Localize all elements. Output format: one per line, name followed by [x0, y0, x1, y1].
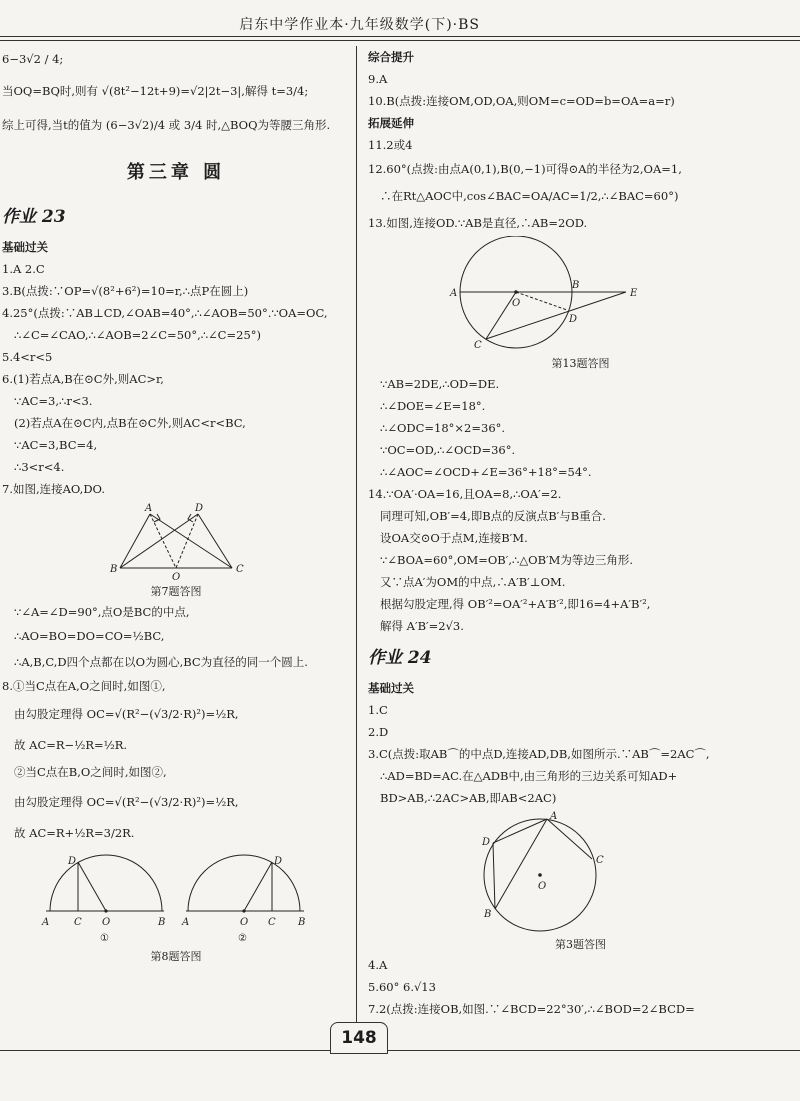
homework-title: 作业 23 — [2, 207, 66, 227]
figure-caption: 第8题答图 — [150, 950, 202, 963]
answer-line: 当OQ=BQ时,则有 √(8t²−12t+9)=√2|2t−3|,解得 t=3/4; — [2, 84, 309, 98]
answer-line: 12.60°(点拨:由点A(0,1),B(0,−1)可得⊙A的半径为2,OA=1, — [368, 162, 682, 176]
label-O: O — [172, 572, 181, 580]
answer-line: 10.B(点拨:连接OM,OD,OA,则OM=c=OD=b=OA=a=r) — [368, 94, 675, 108]
answer-line: ∴∠DOE=∠E=18°. — [380, 399, 486, 413]
figure-3 — [368, 809, 793, 954]
header-rule-thin — [0, 40, 800, 41]
figure-caption: 第3题答图 — [555, 938, 606, 951]
section-heading: 基础过关 — [2, 240, 48, 254]
label-D: D — [482, 837, 491, 848]
label-D: D — [569, 314, 578, 325]
answer-line: 5.4<r<5 — [2, 350, 53, 364]
answer-line: 3.C(点拨:取AB⌒的中点D,连接AD,DB,如图所示.∵AB⌒=2AC⌒, — [368, 747, 710, 761]
answer-line: 2.D — [368, 725, 389, 739]
column-divider — [356, 46, 357, 1046]
label-D: D — [274, 856, 283, 867]
answer-line: ∴AD=BD=AC.在△ADB中,由三角形的三边关系可知AD+ — [380, 769, 678, 783]
label-C: C — [74, 917, 82, 928]
answer-line: 根据勾股定理,得 OB′²=OA′²+A′B′²,即16=4+A′B′², — [380, 597, 651, 611]
answer-line: 8.①当C点在A,O之间时,如图①, — [2, 679, 166, 693]
label-E: E — [630, 288, 638, 299]
book-title: 启东中学作业本·九年级数学(下)·BS — [239, 17, 480, 33]
answer-line: 5.60° 6.√13 — [368, 980, 436, 994]
answer-line: 解得 A′B′=2√3. — [380, 619, 464, 633]
figure-13 — [368, 236, 793, 373]
answer-line: 7.如图,连接AO,DO. — [2, 482, 105, 496]
page-footer — [0, 1022, 800, 1062]
answer-line: 14.∵OA′·OA=16,且OA=8,∴OA′=2. — [368, 487, 562, 501]
left-column — [2, 46, 350, 966]
subfigure-label: ② — [238, 933, 247, 944]
figure-7 — [2, 500, 350, 601]
figure-13-diagram — [368, 236, 793, 352]
label-A: A — [182, 917, 190, 928]
answer-line: ②当C点在B,O之间时,如图②, — [14, 765, 167, 779]
subfigure-label: ① — [100, 933, 109, 944]
header-rule — [0, 36, 800, 37]
answer-line: BD>AB,∴2AC>AB,即AB<2AC) — [380, 791, 557, 805]
page-header — [0, 0, 800, 42]
label-A: A — [145, 503, 153, 514]
label-O: O — [240, 917, 249, 928]
answer-line: 4.A — [368, 958, 388, 972]
answer-line: 3.B(点拨:∵OP=√(8²+6²)=10=r,∴点P在圆上) — [2, 284, 249, 298]
answer-line: 故 AC=R−½R=½R. — [14, 738, 128, 752]
answer-line: 1.A 2.C — [2, 262, 45, 276]
section-heading: 拓展延伸 — [368, 116, 414, 130]
label-B: B — [158, 917, 166, 928]
answer-line: ∵AB=2DE,∴OD=DE. — [380, 377, 500, 391]
answer-line: 又∵点A′为OM的中点,∴A′B′⊥OM. — [380, 575, 566, 589]
answer-line: ∴3<r<4. — [14, 460, 65, 474]
label-A: A — [550, 811, 558, 822]
right-column — [368, 46, 793, 1020]
answer-line: 6.(1)若点A,B在⊙C外,则AC>r, — [2, 372, 164, 386]
answer-line: ∴∠ODC=18°×2=36°. — [380, 421, 506, 435]
label-C: C — [596, 855, 604, 866]
label-C: C — [474, 340, 482, 351]
answer-line: 设OA交⊙O于点M,连接B′M. — [380, 531, 528, 545]
answer-line: 11.2或4 — [368, 138, 413, 152]
answer-line: ∵∠A=∠D=90°,点O是BC的中点, — [14, 605, 190, 619]
figure-caption: 第7题答图 — [150, 585, 202, 598]
label-B: B — [298, 917, 306, 928]
answer-line: 故 AC=R+½R=3/2R. — [14, 826, 135, 840]
figure-8-diagram — [2, 847, 350, 945]
answer-line: (2)若点A在⊙C内,点B在⊙C外,则AC<r<BC, — [14, 416, 246, 430]
figure-7-diagram — [2, 500, 350, 580]
answer-line: 7.2(点拨:连接OB,如图.∵∠BCD=22°30′,∴∠BOD=2∠BCD= — [368, 1002, 695, 1016]
answer-line: ∴在Rt△AOC中,cos∠BAC=OA/AC=1/2,∴∠BAC=60°) — [380, 189, 679, 203]
figure-8 — [2, 847, 350, 966]
label-B: B — [572, 280, 580, 291]
answer-line: ∴AO=BO=DO=CO=½BC, — [14, 629, 165, 643]
answer-line: ∴A,B,C,D四个点都在以O为圆心,BC为直径的同一个圆上. — [14, 655, 308, 669]
label-O: O — [102, 917, 111, 928]
homework-title: 作业 24 — [368, 648, 432, 668]
label-O: O — [538, 881, 547, 892]
answer-line: ∵OC=OD,∴∠OCD=36°. — [380, 443, 516, 457]
label-O: O — [512, 298, 521, 309]
page-number: 148 — [330, 1022, 388, 1054]
chapter-title: 第三章 圆 — [126, 162, 226, 183]
label-A: A — [450, 288, 458, 299]
answer-line: ∵AC=3,∴r<3. — [14, 394, 93, 408]
answer-line: 由勾股定理得 OC=√(R²−(√3/2·R)²)=½R, — [14, 795, 239, 809]
section-heading: 综合提升 — [368, 50, 414, 64]
answer-line: ∴∠AOC=∠OCD+∠E=36°+18°=54°. — [380, 465, 592, 479]
footer-rule — [0, 1050, 800, 1051]
answer-line: 同理可知,OB′=4,即B点的反演点B′与B重合. — [380, 509, 606, 523]
figure-caption: 第13题答图 — [551, 357, 610, 370]
answer-line: ∵∠BOA=60°,OM=OB′,∴△OB′M为等边三角形. — [380, 553, 634, 567]
label-D: D — [68, 856, 77, 867]
label-C: C — [268, 917, 276, 928]
label-B: B — [484, 909, 492, 920]
figure-3-diagram — [368, 809, 793, 933]
answer-line: 综上可得,当t的值为 (6−3√2)/4 或 3/4 时,△BOQ为等腰三角形. — [2, 118, 331, 132]
answer-line: 6−3√2 / 4; — [2, 52, 64, 66]
section-heading: 基础过关 — [368, 681, 414, 695]
label-D: D — [195, 503, 204, 514]
answer-line: 由勾股定理得 OC=√(R²−(√3/2·R)²)=½R, — [14, 707, 239, 721]
answer-line: 1.C — [368, 703, 388, 717]
answer-line: ∵AC=3,BC=4, — [14, 438, 98, 452]
answer-line: 13.如图,连接OD.∵AB是直径,∴AB=2OD. — [368, 216, 588, 230]
answer-line: 9.A — [368, 72, 388, 86]
label-C: C — [236, 564, 244, 575]
label-B: B — [110, 564, 118, 575]
answer-line: 4.25°(点拨:∵AB⊥CD,∠OAB=40°,∴∠AOB=50°.∵OA=OC, — [2, 306, 328, 320]
label-A: A — [42, 917, 50, 928]
answer-line: ∴∠C=∠CAO,∴∠AOB=2∠C=50°,∴∠C=25°) — [14, 328, 261, 342]
